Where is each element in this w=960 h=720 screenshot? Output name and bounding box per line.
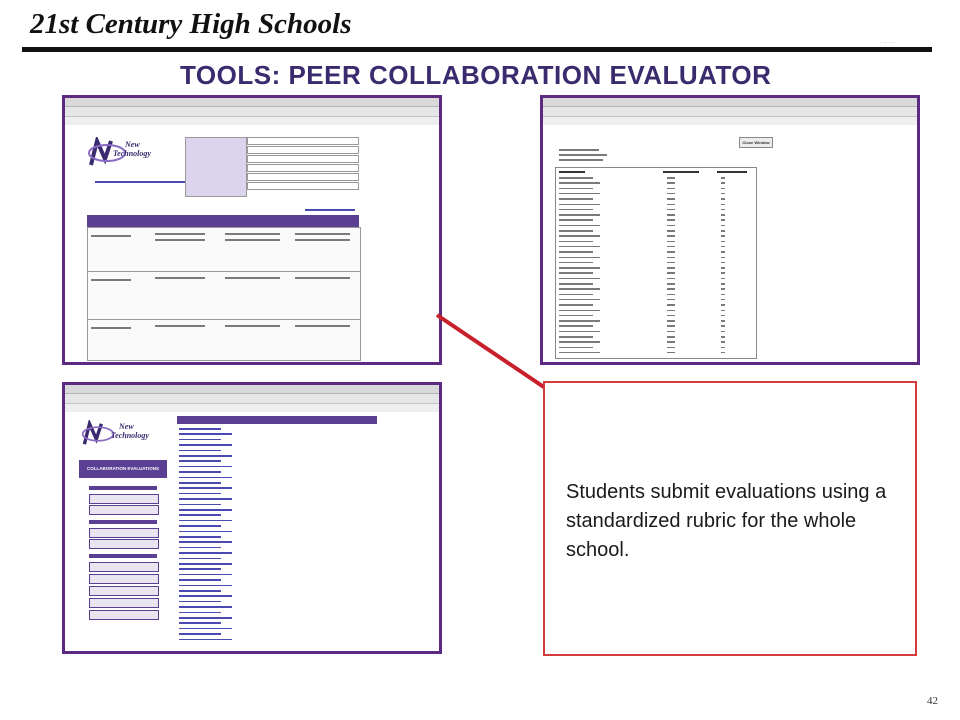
corner-mark: · ·· ···: [880, 40, 896, 46]
nav-heading: COLLABORATION EVALUATIONS: [79, 460, 167, 478]
page-number: 42: [927, 695, 938, 707]
logo-line-2: Technology: [111, 431, 149, 440]
close-window-button[interactable]: Close Window: [739, 137, 773, 148]
annotation-text: Students submit evaluations using a standardized rubric for the whole school.: [566, 481, 887, 561]
logo-line-1: New: [125, 140, 140, 149]
slide-title: TOOLS: PEER COLLABORATION EVALUATOR: [180, 60, 772, 90]
slide-header-title: 21st Century High Schools: [30, 8, 352, 40]
logo-line-1: New: [119, 422, 134, 431]
logo-line-2: Technology: [113, 149, 151, 158]
